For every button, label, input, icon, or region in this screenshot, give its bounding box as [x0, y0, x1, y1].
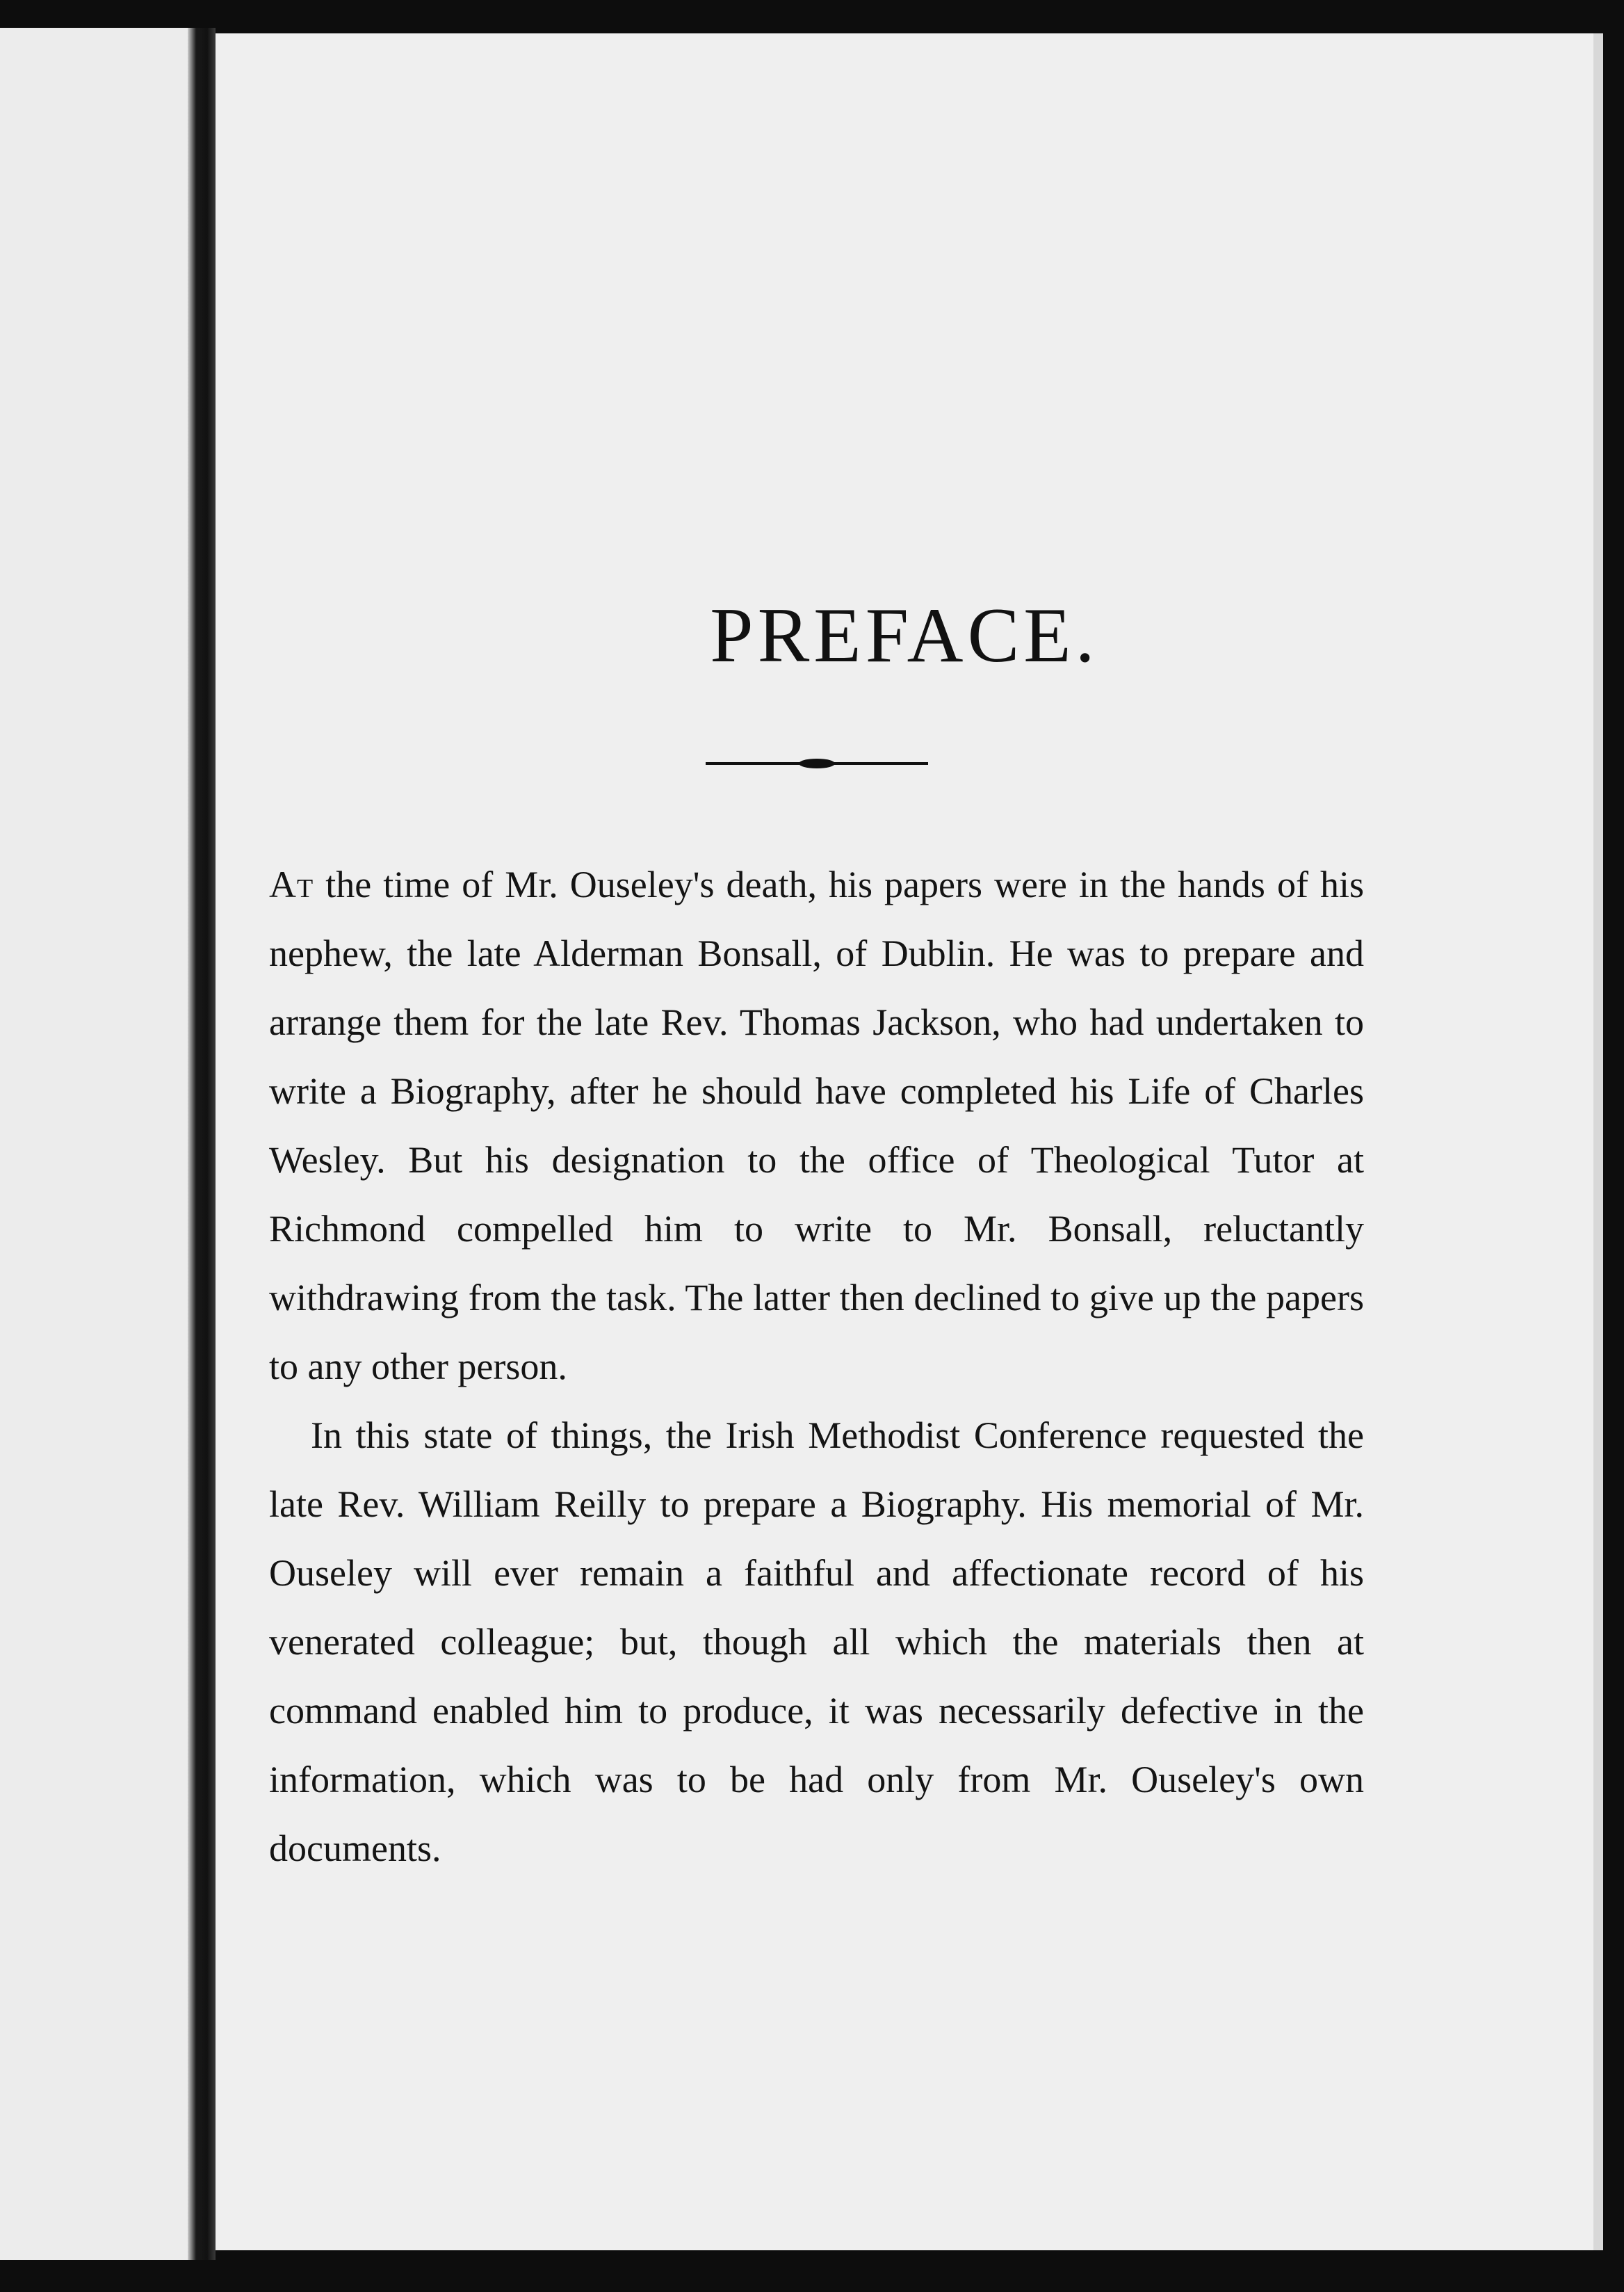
book-gutter — [188, 28, 216, 2260]
left-page — [0, 28, 188, 2260]
page-title: PREFACE. — [710, 592, 1099, 679]
paragraph-lead-word: At — [269, 864, 314, 905]
preface-body — [269, 850, 1364, 1883]
right-page — [216, 33, 1603, 2250]
paragraph-1 — [269, 850, 1364, 1401]
paragraph-2: In this state of things, the Irish Methodist Conference requested the late Rev. William Reilly to prepare a Biography. His memorial of Mr. Ouseley will ever remain a faithful and affectionate record of his venerated colleague; but, though all which the materials then at command enabled him to produce, it was necessarily defective in the information, which was to be had only from Mr. Ouseley's own documents. — [269, 1414, 1364, 1869]
rule-ornament-icon — [706, 753, 928, 774]
paragraph-1-text: the time of Mr. Ouseley's death, his papers were in the hands of his nephew, the late Alderman Bonsall, of Dublin. He was to prepare and arrange them for the late Rev. Thomas Jackson, who had undertaken to write a Biography, after he should have completed his Life of Charles Wesley. But his designation to the office of Theological Tutor at Richmond compelled him to write to Mr. Bonsall, reluctantly withdrawing from the task. The latter then declined to give up the papers to any other person. — [269, 864, 1364, 1387]
